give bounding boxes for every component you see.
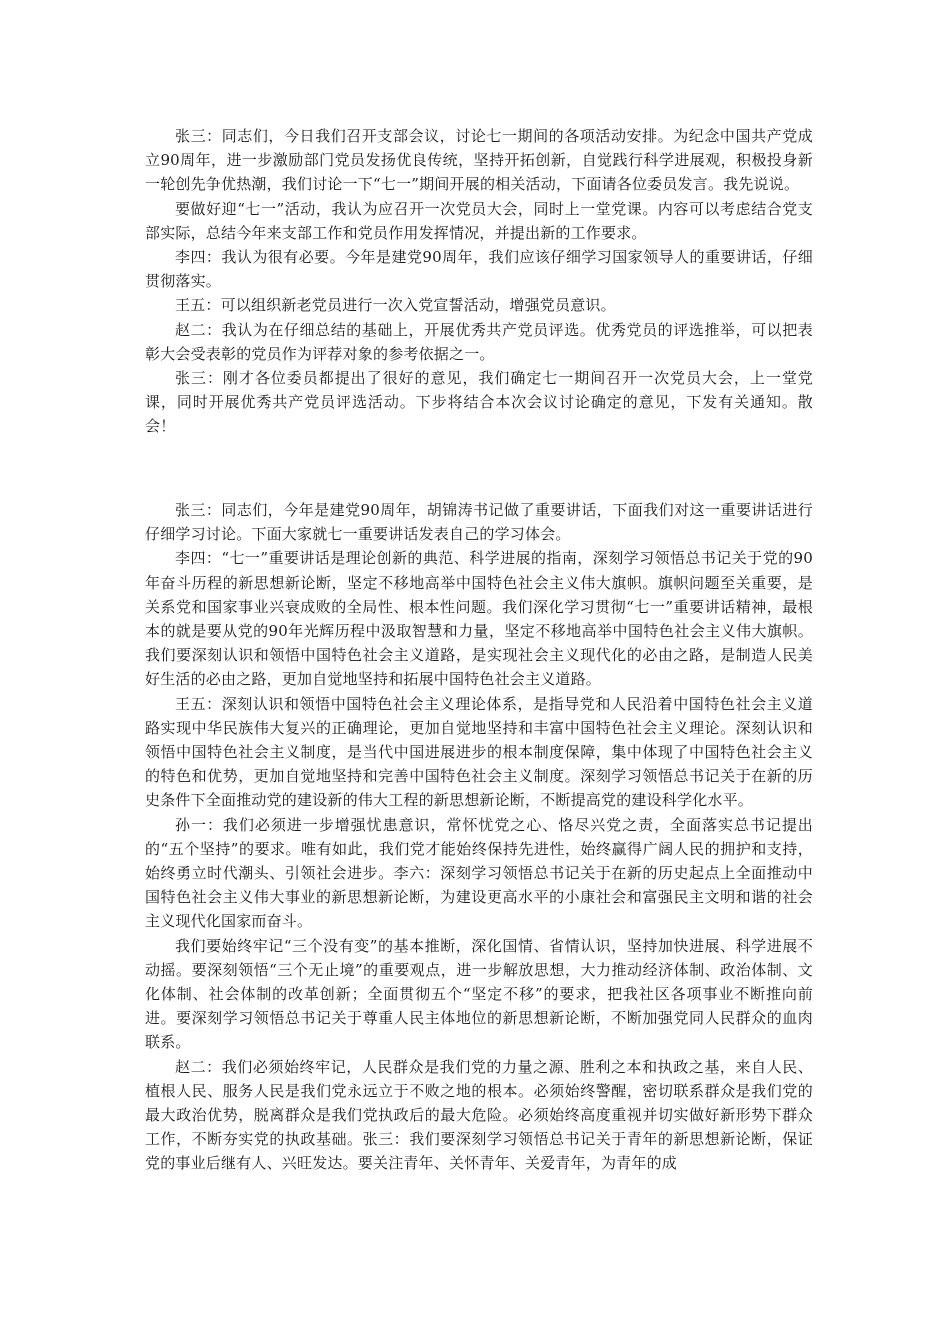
paragraph: 赵二：我们必须始终牢记，人民群众是我们党的力量之源、胜利之本和执政之基，来自人民、植根人民、服务人民是我们党永远立于不败之地的根本。必须始终警醒，密切联系群众是我们党的最大政治优势，脱离群众是我们党执政后的最大危险。必须始终高度重视并切实做好新形势下群众工作，不断夯实党的执政基础。张三：我们要深刻学习领悟总书记关于青年的新思想新论断，保证党的事业后继有人、兴旺发达。要关注青年、关怀青年、关爱青年，为青年的成 [145,1057,813,1173]
paragraph: 要做好迎“七一”活动，我认为应召开一次党员大会，同时上一堂党课。内容可以考虑结合党支部实际，总结今年来支部工作和党员作用发挥情况，并提出新的工作要求。 [145,199,813,242]
paragraph: 张三：同志们，今年是建党90周年，胡锦涛书记做了重要讲话，下面我们对这一重要讲话进行仔细学习讨论。下面大家就七一重要讲话发表自己的学习体会。 [145,501,813,544]
paragraph: 李四：“七一”重要讲话是理论创新的典范、科学进展的指南，深刻学习领悟总书记关于党的90年奋斗历程的新思想新论断，坚定不移地高举中国特色社会主义伟大旗帜。旗帜问题至关重要，是关系党和国家事业兴衰成败的全局性、根本性问题。我们深化学习贯彻“七一”重要讲话精神，最根本的就是要从党的90年光辉历程中汲取智慧和力量，坚定不移地高举中国特色社会主义伟大旗帜。我们要深刻认识和领悟中国特色社会主义道路，是实现社会主义现代化的必由之路，是制造人民美好生活的必由之路，更加自觉地坚持和拓展中国特色社会主义道路。 [145,549,813,689]
paragraph: 赵二：我认为在仔细总结的基础上，开展优秀共产党员评选。优秀党员的评选推举，可以把表彰大会受表彰的党员作为评荐对象的参考依据之一。 [145,320,813,363]
meeting-minutes-section [145,124,813,439]
study-discussion-section [145,498,813,1176]
paragraph: 张三：刚才各位委员都提出了很好的意见，我们确定七一期间召开一次党员大会，上一堂党课，同时开展优秀共产党员评选活动。下步将结合本次会议讨论确定的意见，下发有关通知。散会！ [145,369,813,436]
paragraph: 我们要始终牢记“三个没有变”的基本推断，深化国情、省情认识，坚持加快进展、科学进展不动摇。要深刻领悟“三个无止境”的重要观点，进一步解放思想，大力推动经济体制、政治体制、文化体制、社会体制的改革创新；全面贯彻五个“坚定不移”的要求，把我社区各项事业不断推向前进。要深刻学习领悟总书记关于尊重人民主体地位的新思想新论断，不断加强党同人民群众的血肉联系。 [145,936,813,1052]
paragraph: 王五：可以组织新老党员进行一次入党宣誓活动，增强党员意识。 [175,296,616,315]
paragraph: 李四：我认为很有必要。今年是建党90周年，我们应该仔细学习国家领导人的重要讲话，仔细贯彻落实。 [145,248,813,291]
paragraph: 王五：深刻认识和领悟中国特色社会主义理论体系，是指导党和人民沿着中国特色社会主义道路实现中华民族伟大复兴的正确理论，更加自觉地坚持和丰富中国特色社会主义理论。深刻认识和领悟中国特色社会主义制度，是当代中国进展进步的根本制度保障，集中体现了中国特色社会主义的特色和优势，更加自觉地坚持和完善中国特色社会主义制度。深刻学习领悟总书记关于在新的历史条件下全面推动党的建设新的伟大工程的新思想新论断，不断提高党的建设科学化水平。 [145,694,813,810]
paragraph: 张三：同志们，今日我们召开支部会议，讨论七一期间的各项活动安排。为纪念中国共产党成立90周年，进一步激励部门党员发扬优良传统，坚持开拓创新，自觉践行科学进展观，积极投身新一轮创先争优热潮，我们讨论一下“七一”期间开展的相关活动，下面请各位委员发言。我先说说。 [145,127,813,194]
paragraph: 孙一：我们必须进一步增强忧患意识，常怀忧党之心、恪尽兴党之责，全面落实总书记提出的“五个坚持”的要求。唯有如此，我们党才能始终保持先进性，始终赢得广阔人民的拥护和支持，始终勇立时代潮头、引领社会进步。李六：深刻学习领悟总书记关于在新的历史起点上全面推动中国特色社会主义伟大事业的新思想新论断，为建设更高水平的小康社会和富强民主文明和谐的社会主义现代化国家而奋斗。 [145,815,813,931]
